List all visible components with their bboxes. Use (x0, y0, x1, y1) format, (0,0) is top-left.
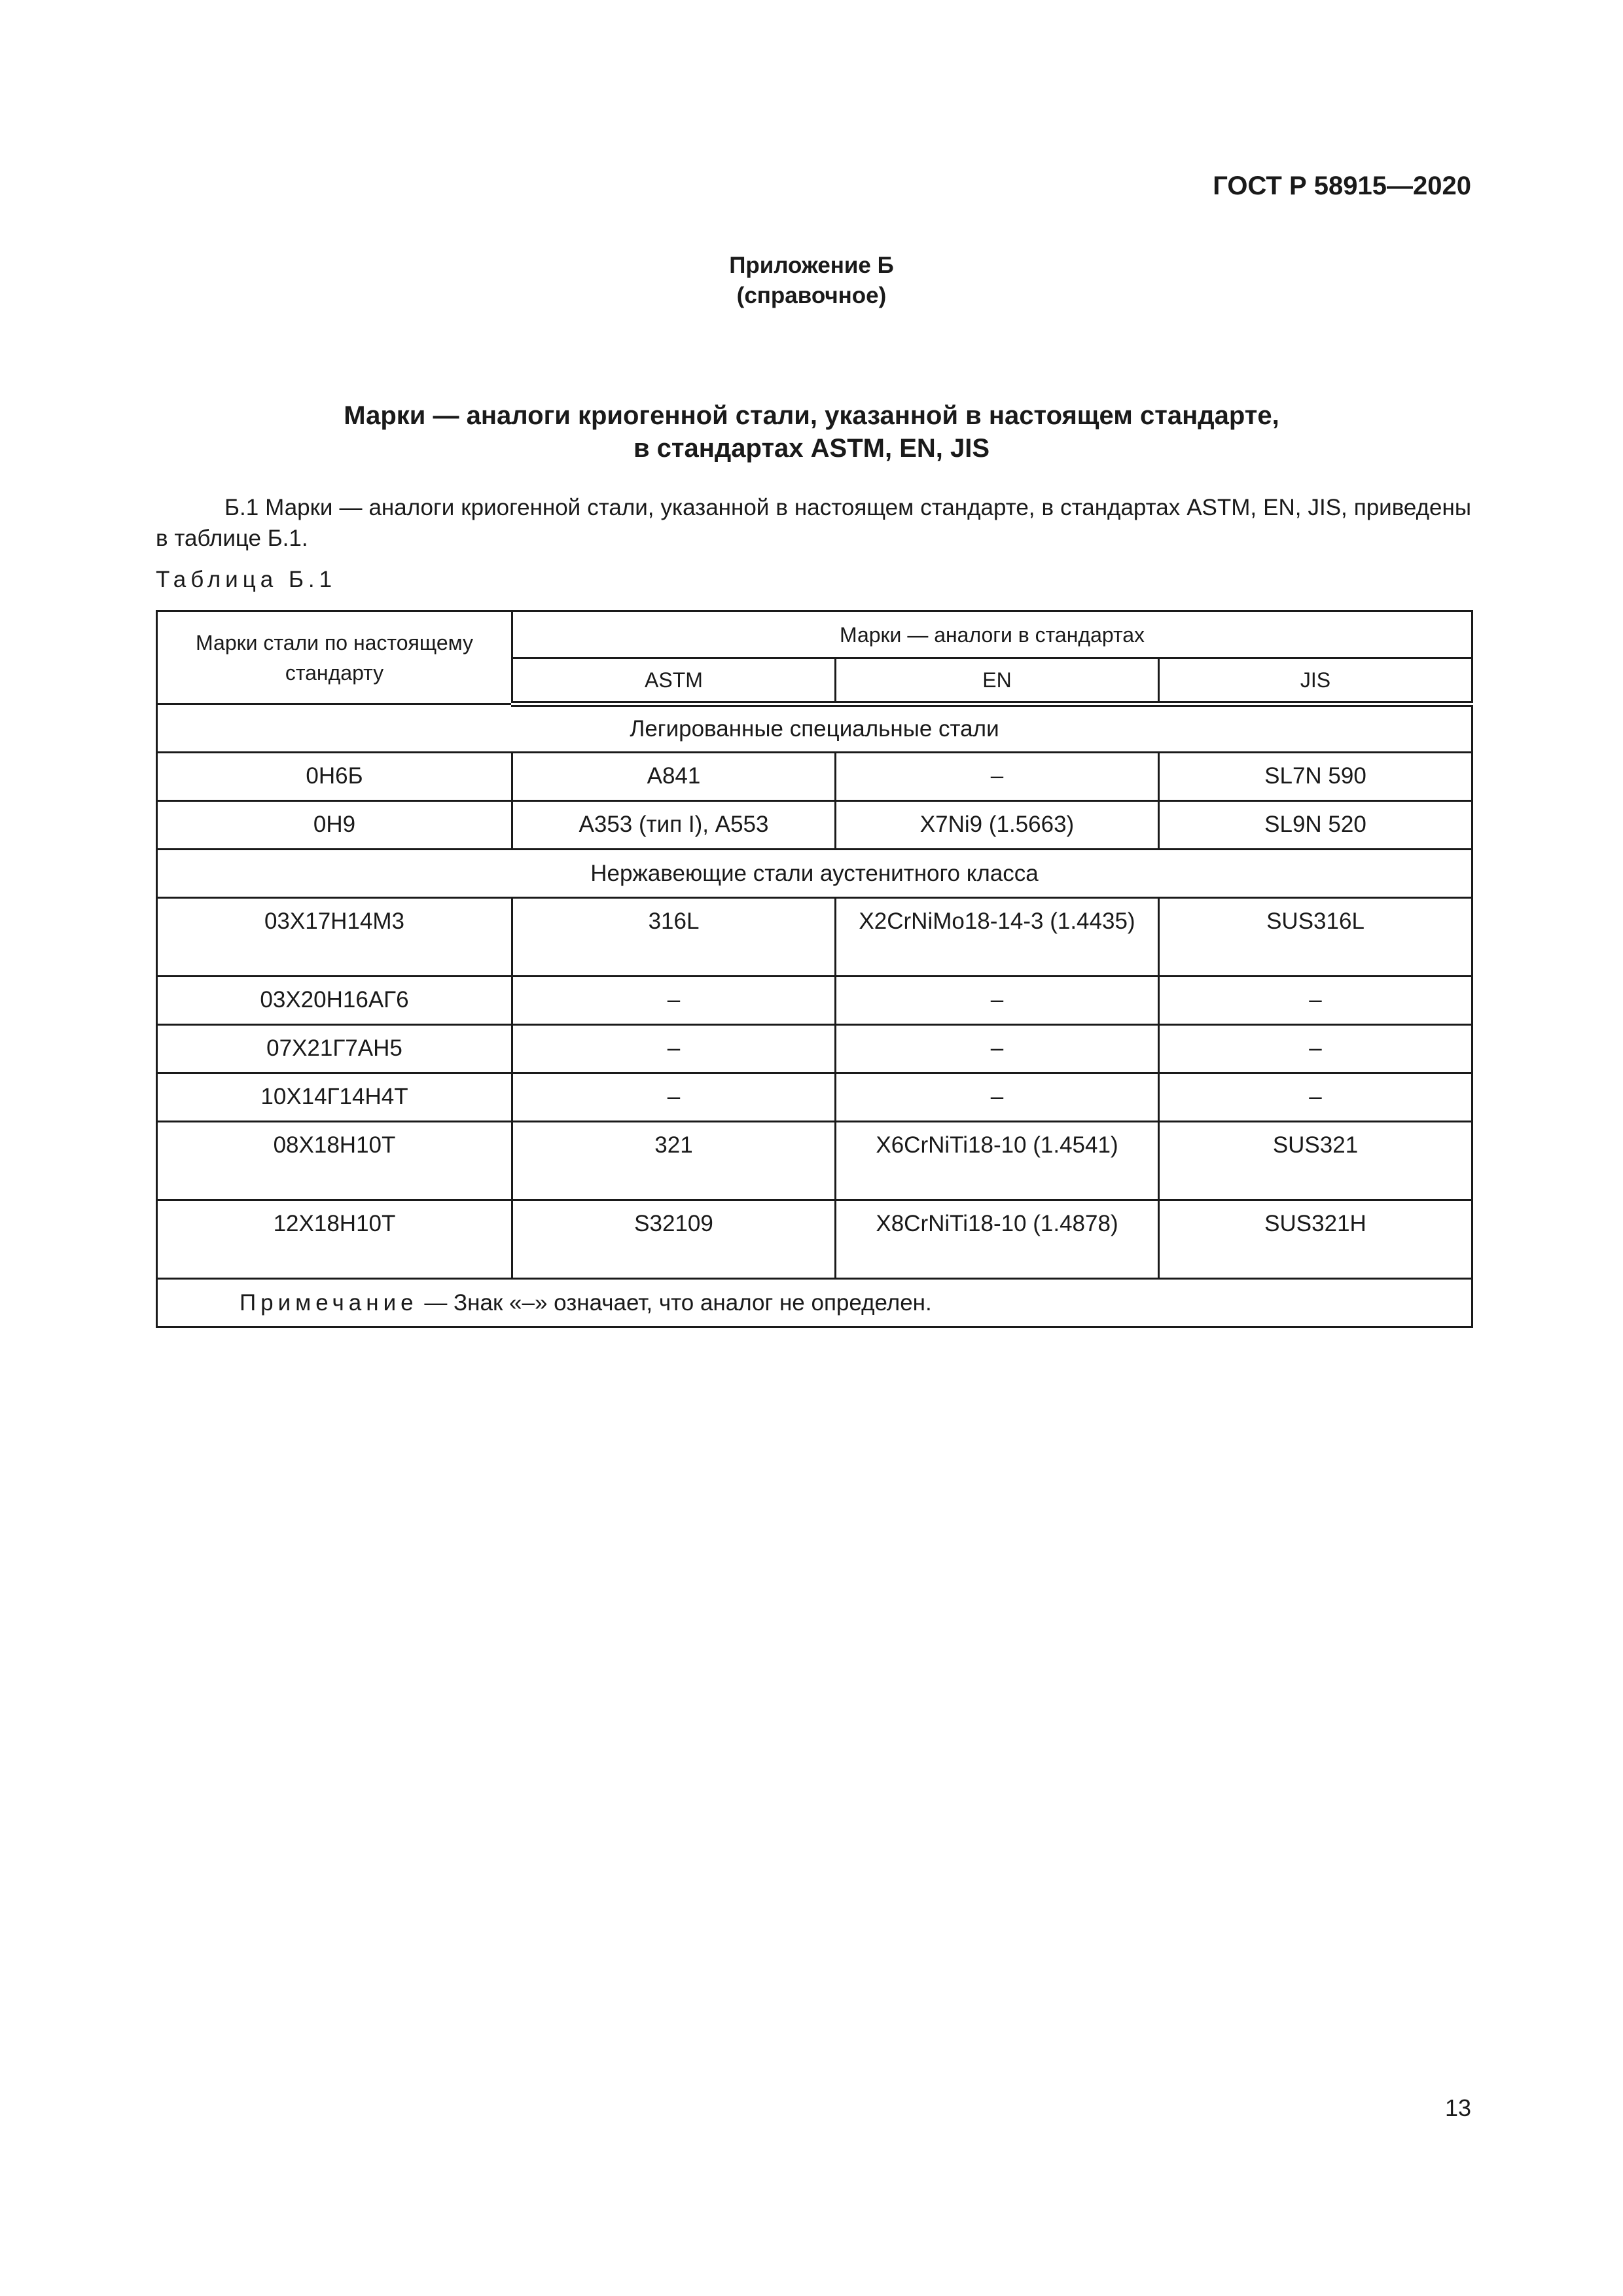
astm-cell: А353 (тип I), А553 (512, 801, 836, 850)
group-row (157, 850, 1472, 898)
table-row (157, 1200, 1472, 1279)
jis-cell: SL7N 590 (1159, 753, 1472, 801)
note-row (157, 1279, 1472, 1327)
table-row (157, 1025, 1472, 1073)
jis-cell: – (1159, 1025, 1472, 1073)
table-label: Таблица Б.1 (156, 567, 337, 592)
group-title: Нержавеющие стали аустенитного класса (157, 850, 1472, 898)
jis-cell: – (1159, 1073, 1472, 1122)
domestic-grade-cell: 0Н6Б (157, 753, 512, 801)
header-jis: JIS (1159, 658, 1472, 704)
intro-paragraph: Б.1 Марки — аналоги криогенной стали, указанной в настоящем стандарте, в стандартах ASTM, EN, JIS, приведены в таблице Б.1. (156, 495, 1471, 551)
section-title-line-2: в стандартах ASTM, EN, JIS (633, 434, 990, 463)
astm-cell: – (512, 977, 836, 1025)
domestic-grade-cell: 08Х18Н10Т (157, 1122, 512, 1200)
header-domestic-grade: Марки стали по настоящему стандарту (157, 611, 512, 704)
document-code: ГОСТ Р 58915—2020 (1213, 171, 1471, 200)
jis-cell: – (1159, 977, 1472, 1025)
en-cell: – (836, 1073, 1159, 1122)
astm-cell: S32109 (512, 1200, 836, 1279)
page-number: 13 (1444, 2094, 1471, 2121)
domestic-grade-cell: 12Х18Н10Т (157, 1200, 512, 1279)
header-en: EN (836, 658, 1159, 704)
en-cell: – (836, 977, 1159, 1025)
annex-title: Приложение Б (729, 253, 894, 278)
astm-cell: 316L (512, 898, 836, 977)
domestic-grade-cell: 03Х17Н14М3 (157, 898, 512, 977)
astm-cell: 321 (512, 1122, 836, 1200)
group-title: Легированные специальные стали (157, 704, 1472, 753)
annex-type: (справочное) (736, 283, 887, 308)
group-row (157, 704, 1472, 753)
jis-cell: SL9N 520 (1159, 801, 1472, 850)
table-row (157, 1073, 1472, 1122)
astm-cell: – (512, 1025, 836, 1073)
jis-cell: SUS316L (1159, 898, 1472, 977)
section-title-line-1: Марки — аналоги криогенной стали, указанной в настоящем стандарте, (344, 401, 1279, 430)
en-cell: – (836, 753, 1159, 801)
en-cell: X2CrNiMo18-14-3 (1.4435) (836, 898, 1159, 977)
section-title (0, 399, 1623, 465)
annex-heading (0, 251, 1623, 311)
note-text: — Знак «–» означает, что аналог не определен. (418, 1289, 932, 1316)
en-cell: X6CrNiTi18-10 (1.4541) (836, 1122, 1159, 1200)
domestic-grade-cell: 03Х20Н16АГ6 (157, 977, 512, 1025)
header-analog-group: Марки — аналоги в стандартах (512, 611, 1472, 658)
table-row (157, 1122, 1472, 1200)
astm-cell: А841 (512, 753, 836, 801)
astm-cell: – (512, 1073, 836, 1122)
note-label: Примечание (240, 1289, 418, 1316)
table-row (157, 753, 1472, 801)
en-cell: X8CrNiTi18-10 (1.4878) (836, 1200, 1159, 1279)
table-row (157, 801, 1472, 850)
en-cell: – (836, 1025, 1159, 1073)
table-row (157, 898, 1472, 977)
table-body (157, 704, 1472, 1327)
header-astm: ASTM (512, 658, 836, 704)
domestic-grade-cell: 07Х21Г7АН5 (157, 1025, 512, 1073)
en-cell: X7Ni9 (1.5663) (836, 801, 1159, 850)
domestic-grade-cell: 10Х14Г14Н4Т (157, 1073, 512, 1122)
jis-cell: SUS321 (1159, 1122, 1472, 1200)
domestic-grade-cell: 0Н9 (157, 801, 512, 850)
steel-grades-table (156, 610, 1473, 1328)
table-row (157, 977, 1472, 1025)
jis-cell: SUS321H (1159, 1200, 1472, 1279)
note-cell (157, 1279, 1472, 1327)
